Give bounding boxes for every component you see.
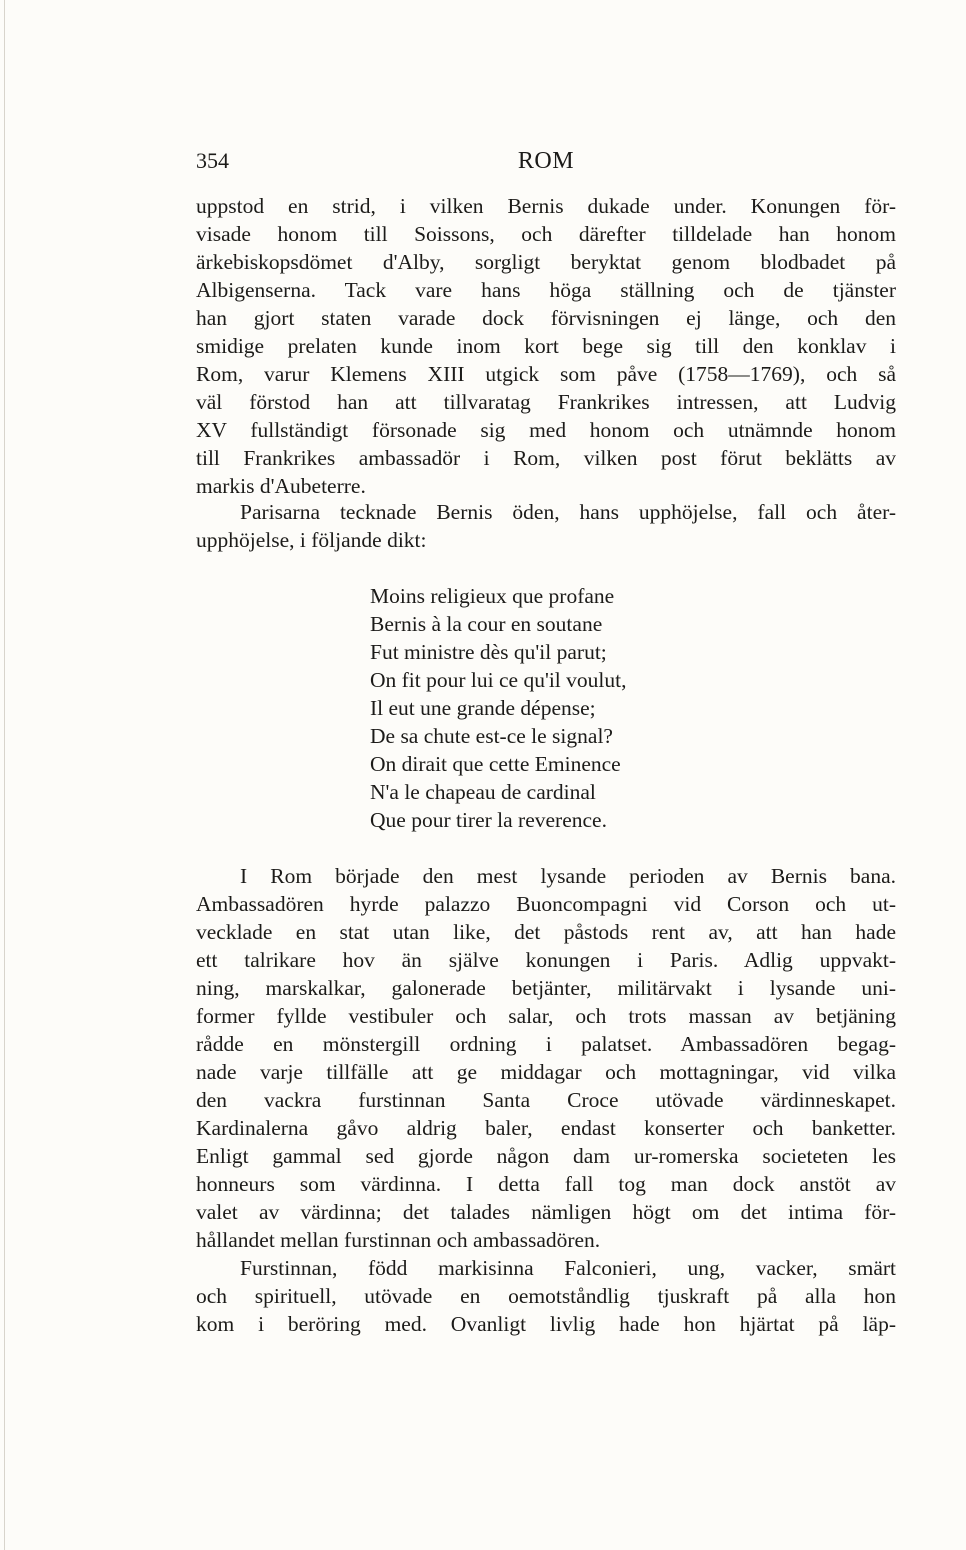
text-line: valet av värdinna; det talades nämligen högt om det intima för- <box>196 1200 896 1224</box>
text-line: vecklade en stat utan like, det påstods rent av, att han hade <box>196 920 896 944</box>
text-line: smidige prelaten kunde inom kort bege sig till den konklav i <box>196 334 896 358</box>
paragraph-block-2 <box>196 498 896 554</box>
text-line: markis d'Aubeterre. <box>196 474 366 498</box>
page-number: 354 <box>196 148 229 173</box>
text-line: ärkebiskopsdömet d'Alby, sorgligt beryktat genom blodbadet på <box>196 250 896 274</box>
poem-line: Moins religieux que profane <box>370 584 615 608</box>
poem-line: On fit pour lui ce qu'il voulut, <box>370 668 627 692</box>
paragraph-block-1 <box>196 192 896 500</box>
text-line: han gjort staten varade dock förvisningen ej länge, och den <box>196 306 896 330</box>
text-line: Rom, varur Klemens XIII utgick som påve (1758—1769), och så <box>196 362 896 386</box>
running-title: ROM <box>517 148 575 174</box>
text-line: ning, marskalkar, galonerade betjänter, militärvakt i lysande uni- <box>196 976 896 1000</box>
text-line: hållandet mellan furstinnan och ambassadören. <box>196 1228 601 1252</box>
text-line: Furstinnan, född markisinna Falconieri, ung, vacker, smärt <box>240 1256 896 1280</box>
text-line: rådde en mönstergill ordning i palatset. Ambassadören begag- <box>196 1032 896 1056</box>
poem <box>370 582 770 834</box>
text-line: Parisarna tecknade Bernis öden, hans upphöjelse, fall och åter- <box>240 500 896 524</box>
text-line: XV fullständigt försonade sig med honom och utnämnde honom <box>196 418 896 442</box>
poem-line: De sa chute est-ce le signal? <box>370 724 613 748</box>
page-header <box>196 148 896 178</box>
poem-line: Il eut une grande dépense; <box>370 696 596 720</box>
text-line: väl förstod han att tillvaratag Frankrikes intressen, att Ludvig <box>196 390 896 414</box>
text-line: nade varje tillfälle att ge middagar och mottagningar, vid vilka <box>196 1060 896 1084</box>
paragraph-block-3 <box>196 862 896 1338</box>
poem-line: Fut ministre dès qu'il parut; <box>370 640 607 664</box>
text-line: den vackra furstinnan Santa Croce utövade värdinneskapet. <box>196 1088 896 1112</box>
text-line: kom i beröring med. Ovanligt livlig hade hon hjärtat på läp- <box>196 1312 896 1336</box>
poem-line: Bernis à la cour en soutane <box>370 612 603 636</box>
text-line: Albigenserna. Tack vare hans höga ställning och de tjänster <box>196 278 896 302</box>
text-line: ett talrikare hov än själve konungen i Paris. Adlig uppvakt- <box>196 948 896 972</box>
text-line: visade honom till Soissons, och därefter tilldelade han honom <box>196 222 896 246</box>
text-line: uppstod en strid, i vilken Bernis dukade under. Konungen för- <box>196 194 896 218</box>
text-line: Kardinalerna gåvo aldrig baler, endast konserter och banketter. <box>196 1116 896 1140</box>
poem-line: On dirait que cette Eminence <box>370 752 621 776</box>
text-line: former fyllde vestibuler och salar, och trots massan av betjäning <box>196 1004 896 1028</box>
text-line: till Frankrikes ambassadör i Rom, vilken post förut beklätts av <box>196 446 896 470</box>
text-line: upphöjelse, i följande dikt: <box>196 528 427 552</box>
poem-line: N'a le chapeau de cardinal <box>370 780 596 804</box>
text-line: I Rom började den mest lysande perioden av Bernis bana. <box>240 864 896 888</box>
text-line: Enligt gammal sed gjorde någon dam ur-romerska societeten les <box>196 1144 896 1168</box>
text-line: och spirituell, utövade en oemotståndlig tjuskraft på alla hon <box>196 1284 896 1308</box>
text-line: honneurs som värdinna. I detta fall tog man dock anstöt av <box>196 1172 896 1196</box>
poem-line: Que pour tirer la reverence. <box>370 808 607 832</box>
text-line: Ambassadören hyrde palazzo Buoncompagni vid Corson och ut- <box>196 892 896 916</box>
